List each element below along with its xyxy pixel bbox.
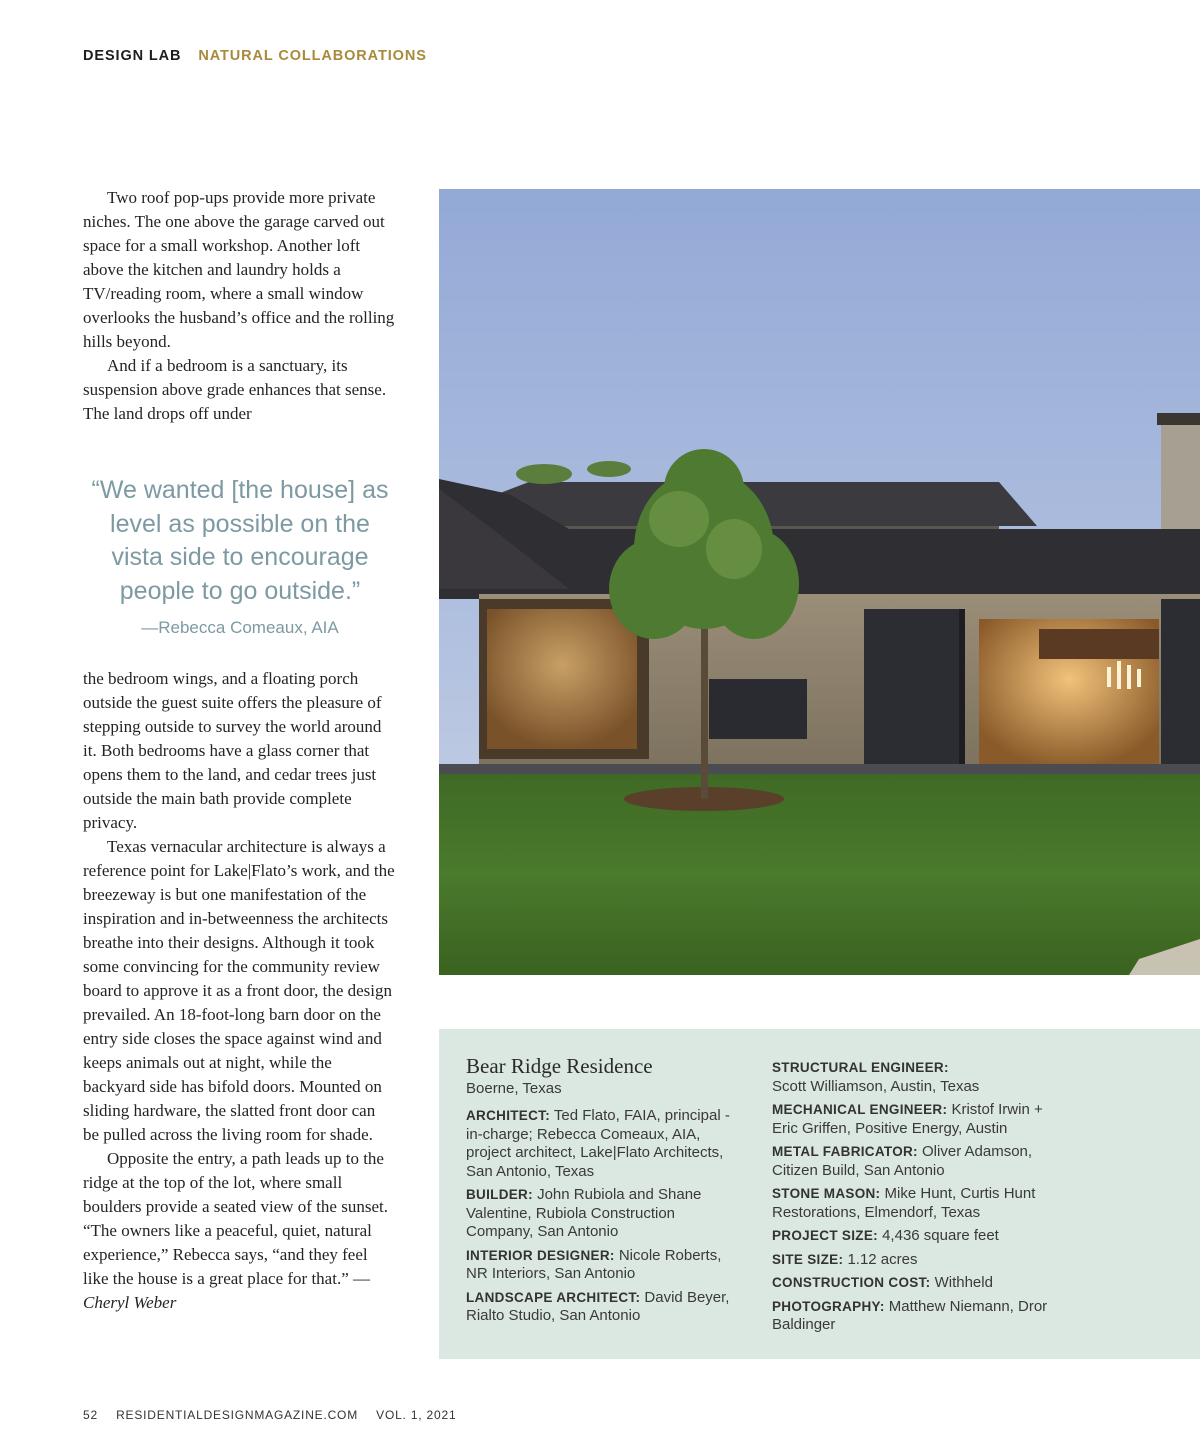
project-title: Bear Ridge Residence bbox=[466, 1054, 653, 1078]
page-number: 52 bbox=[83, 1408, 98, 1422]
closing-text: Opposite the entry, a path leads up to the ridge at the top of the lot, where small boulders provide a seated view of the sunset. “The owners like a peaceful, quiet, natural experience,” Rebecca says, “and they feel like the house is a great place for that.” — bbox=[83, 1149, 388, 1288]
credit-label: METAL FABRICATOR: bbox=[772, 1144, 918, 1159]
credit-value: Nicole Roberts, NR Interiors, San Antonio bbox=[466, 1246, 722, 1282]
credit-item bbox=[772, 1059, 1072, 1096]
body-paragraph bbox=[83, 1147, 395, 1315]
section-header bbox=[83, 48, 427, 64]
credit-label: ARCHITECT: bbox=[466, 1108, 550, 1123]
credit-value: Mike Hunt, Curtis Hunt Restorations, Elmendorf, Texas bbox=[772, 1185, 1036, 1221]
credit-label: PHOTOGRAPHY: bbox=[772, 1298, 885, 1314]
credit-label: STONE MASON: bbox=[772, 1186, 881, 1201]
credit-item bbox=[772, 1298, 1072, 1335]
author-byline: Cheryl Weber bbox=[83, 1293, 177, 1312]
credit-label: STRUCTURAL ENGINEER: bbox=[772, 1060, 949, 1075]
credit-value: Matthew Niemann, Dror Baldinger bbox=[772, 1297, 1048, 1333]
credit-value: 1.12 acres bbox=[847, 1250, 918, 1268]
pull-quote-text: “We wanted [the house] as level as possible on the vista side to encourage people to go outside.” bbox=[91, 476, 389, 605]
credit-label: MECHANICAL ENGINEER: bbox=[772, 1102, 948, 1117]
issue-volume: VOL. 1, 2021 bbox=[376, 1408, 457, 1422]
credit-item bbox=[772, 1227, 1072, 1246]
credit-item bbox=[466, 1107, 746, 1181]
body-paragraph: Texas vernacular architecture is always a reference point for Lake|Flato’s work, and the breezeway is but one manifestation of the inspiration and in-betweenness the architects breathe into their designs. Although it took some convincing for the community review board to approve it as a front door, the design prevailed. An 18-foot-long barn door on the entry side closes the space against wind and keeps animals out at night, while the backyard side has bifold doors. Mounted on sliding hardware, the slatted front door can be pulled across the living room for shade. bbox=[83, 837, 395, 1144]
credit-label: CONSTRUCTION COST: bbox=[772, 1275, 931, 1290]
body-paragraph: And if a bedroom is a sanctuary, its suspension above grade enhances that sense. The land drops off under bbox=[83, 356, 387, 423]
credit-value: David Beyer, Rialto Studio, San Antonio bbox=[466, 1288, 730, 1324]
credit-value: 4,436 square feet bbox=[882, 1227, 999, 1244]
house-photo bbox=[439, 189, 1200, 975]
credits-column-right bbox=[772, 1059, 1072, 1340]
subsection-label: NATURAL COLLABORATIONS bbox=[198, 48, 427, 64]
project-location: Boerne, Texas bbox=[466, 1080, 562, 1097]
credit-label: BUILDER: bbox=[466, 1187, 533, 1202]
credit-item bbox=[466, 1186, 746, 1242]
credit-label: PROJECT SIZE: bbox=[772, 1228, 878, 1243]
project-credits-panel bbox=[439, 1029, 1200, 1359]
credit-item bbox=[772, 1101, 1072, 1138]
page-footer bbox=[83, 1408, 470, 1422]
credit-value: Oliver Adamson, Citizen Build, San Antonio bbox=[772, 1143, 1033, 1179]
credit-value: Ted Flato, FAIA, principal -in-charge; Rebecca Comeaux, AIA, project architect, Lake|Flato Architects, San Antonio, Texas bbox=[466, 1107, 730, 1180]
credit-item bbox=[772, 1251, 1072, 1270]
credit-value: Withheld bbox=[934, 1274, 993, 1291]
credit-value: Kristof Irwin + Eric Griffen, Positive Energy, Austin bbox=[772, 1101, 1043, 1137]
credit-item bbox=[466, 1247, 746, 1284]
credit-label: INTERIOR DESIGNER: bbox=[466, 1247, 615, 1263]
body-column-top bbox=[83, 186, 395, 426]
pull-quote bbox=[83, 474, 397, 638]
credit-item bbox=[772, 1274, 1072, 1293]
magazine-site: RESIDENTIALDESIGNMAGAZINE.COM bbox=[116, 1408, 358, 1422]
credit-item bbox=[772, 1185, 1072, 1222]
body-column-bottom bbox=[83, 667, 395, 1315]
credit-item bbox=[772, 1143, 1072, 1180]
credit-value: Scott Williamson, Austin, Texas bbox=[772, 1077, 980, 1095]
pull-quote-attribution: —Rebecca Comeaux, AIA bbox=[141, 618, 339, 637]
credits-column-left bbox=[466, 1053, 746, 1331]
credit-label: SITE SIZE: bbox=[772, 1251, 844, 1267]
credit-item bbox=[466, 1289, 746, 1326]
credit-label: LANDSCAPE ARCHITECT: bbox=[466, 1289, 641, 1305]
section-label: DESIGN LAB bbox=[83, 48, 182, 64]
credit-value: John Rubiola and Shane Valentine, Rubiola Construction Company, San Antonio bbox=[466, 1186, 702, 1240]
body-paragraph: the bedroom wings, and a floating porch outside the guest suite offers the pleasure of stepping outside to survey the world around it. Both bedrooms have a glass corner that opens them to the land, and cedar trees just outside the main bath provide complete privacy. bbox=[83, 669, 382, 832]
body-paragraph: Two roof pop-ups provide more private niches. The one above the garage carved out space for a small workshop. Another loft above the kitchen and laundry holds a TV/reading room, where a small window overlooks the husband’s office and the rolling hills beyond. bbox=[83, 188, 395, 351]
